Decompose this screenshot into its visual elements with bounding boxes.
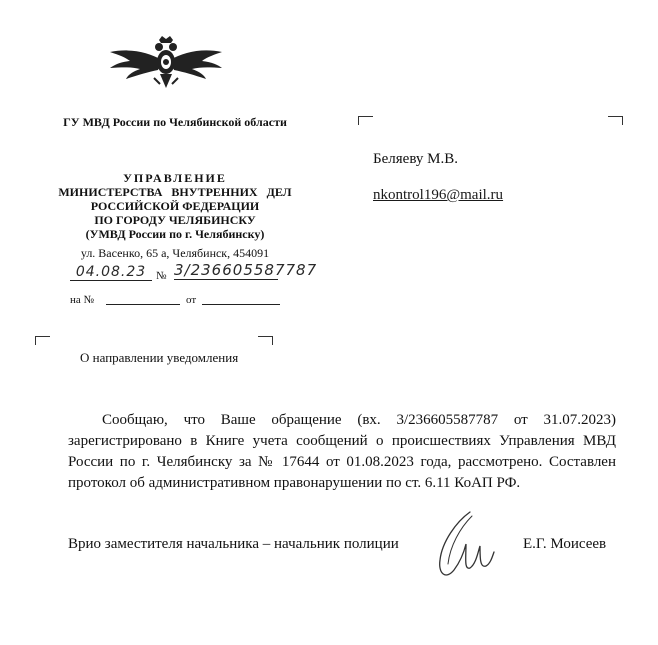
address-corner-mark xyxy=(358,116,373,125)
registration-number: 3/236605587787 xyxy=(174,261,318,279)
reference-number-line xyxy=(106,304,180,305)
letter-body-paragraph: Сообщаю, что Ваше обращение (вх. 3/236605587787 от 31.07.2023) зарегистрировано в Книге учета сообщений о происшествиях Управления МВД России по г. Челябинску за № 17644 от 01.08.2023 года, рассмотрено. Составлен протокол об административном правонарушении по ст. 6.11 КоАП РФ. xyxy=(68,412,616,491)
recipient-email-link[interactable]: nkontrol196@mail.ru xyxy=(373,187,504,203)
handwritten-signature-icon xyxy=(430,508,500,586)
header-line: (УМВД России по г. Челябинску) xyxy=(85,227,265,241)
number-label: № xyxy=(156,270,167,282)
header-line: ПО ГОРОДУ ЧЕЛЯБИНСКУ xyxy=(94,213,256,227)
address-corner-mark xyxy=(608,116,623,125)
agency-short-name: ГУ МВД России по Челябинской области xyxy=(63,115,287,129)
eagle-emblem-icon xyxy=(104,34,228,94)
header-line: РОССИЙСКОЙ ФЕДЕРАЦИИ xyxy=(90,199,260,213)
subject-corner-mark xyxy=(258,336,273,345)
signatory-name: Е.Г. Моисеев xyxy=(523,536,607,552)
recipient-name: Беляеву М.В. xyxy=(373,151,458,167)
letter-subject: О направлении уведомления xyxy=(80,350,239,365)
subject-corner-mark xyxy=(35,336,50,345)
reference-label: на № xyxy=(70,294,95,306)
header-title: УПРАВЛЕНИЕ xyxy=(123,171,227,185)
signatory-position: Врио заместителя начальника – начальник полиции xyxy=(68,536,399,552)
reference-date-line xyxy=(202,304,280,305)
header-line: МИНИСТЕРСТВА ВНУТРЕННИХ ДЕЛ xyxy=(58,185,292,199)
reference-date-label: от xyxy=(186,294,197,306)
agency-address: ул. Васенко, 65 а, Челябинск, 454091 xyxy=(80,246,270,260)
registration-date: 04.08.23 xyxy=(70,264,152,281)
letter-body xyxy=(68,410,616,494)
